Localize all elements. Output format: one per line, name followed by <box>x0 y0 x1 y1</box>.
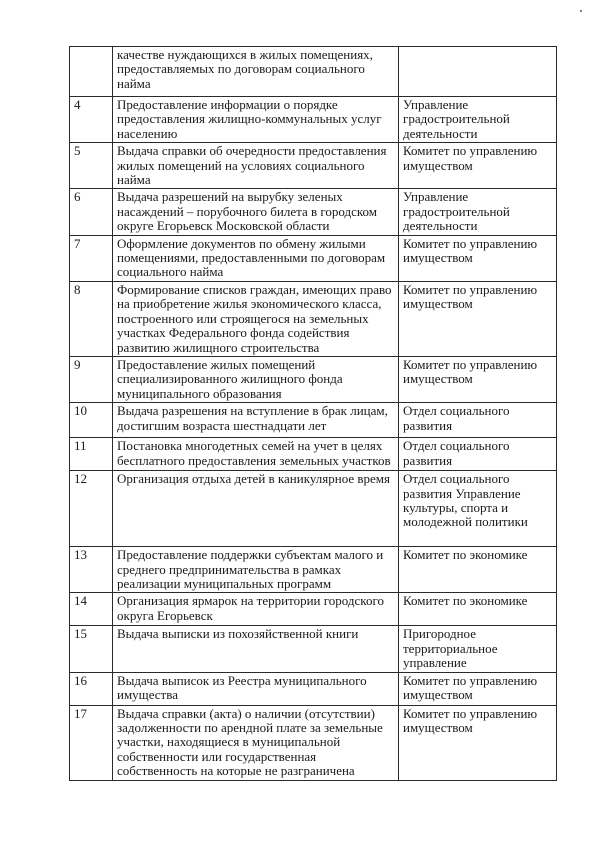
service-name: Выдача разрешения на вступление в брак лицам, достигшим возраста шестнадцати лет <box>113 403 399 438</box>
service-name: Выдача справки об очередности предоставления жилых помещений на условиях социального найма <box>113 143 399 189</box>
row-number: 14 <box>70 593 113 626</box>
row-number: 7 <box>70 235 113 281</box>
row-number: 17 <box>70 705 113 780</box>
row-number <box>70 47 113 97</box>
responsible-department: Комитет по экономике <box>399 547 557 593</box>
scan-dot-mark <box>580 10 582 12</box>
responsible-department: Управление градостроительной деятельности <box>399 97 557 143</box>
row-number: 8 <box>70 281 113 356</box>
row-number: 9 <box>70 356 113 402</box>
service-name: Предоставление поддержки субъектам малого и среднего предпринимательства в рамках реализации муниципальных программ <box>113 547 399 593</box>
table-row <box>70 235 557 281</box>
table-row <box>70 471 557 547</box>
row-number: 6 <box>70 189 113 235</box>
responsible-department: Комитет по управлению имуществом <box>399 281 557 356</box>
row-number: 16 <box>70 672 113 705</box>
service-name: Оформление документов по обмену жилыми помещениями, предоставленными по договорам социального найма <box>113 235 399 281</box>
row-number: 15 <box>70 626 113 672</box>
table-row <box>70 403 557 438</box>
service-name: качестве нуждающихся в жилых помещениях, предоставляемых по договорам социального найма <box>113 47 399 97</box>
services-table <box>69 46 557 781</box>
service-name: Предоставление информации о порядке предоставления жилищно-коммунальных услуг населению <box>113 97 399 143</box>
row-number: 4 <box>70 97 113 143</box>
table-row <box>70 143 557 189</box>
table-row <box>70 356 557 402</box>
table-row <box>70 438 557 471</box>
service-name: Предоставление жилых помещений специализированного жилищного фонда муниципального образования <box>113 356 399 402</box>
table-row <box>70 593 557 626</box>
responsible-department: Комитет по управлению имуществом <box>399 235 557 281</box>
responsible-department: Отдел социального развития Управление культуры, спорта и молодежной политики <box>399 471 557 547</box>
service-name: Выдача разрешений на вырубку зеленых насаждений – порубочного билета в городском округе Егорьевск Московской области <box>113 189 399 235</box>
table-row <box>70 547 557 593</box>
table-row <box>70 705 557 780</box>
responsible-department: Комитет по управлению имуществом <box>399 705 557 780</box>
responsible-department <box>399 47 557 97</box>
service-name: Выдача выписки из похозяйственной книги <box>113 626 399 672</box>
responsible-department: Комитет по экономике <box>399 593 557 626</box>
table-row <box>70 189 557 235</box>
row-number: 10 <box>70 403 113 438</box>
service-name: Выдача справки (акта) о наличии (отсутствии) задолженности по арендной плате за земельные участки, находящиеся в муниципальной собственности или государственная собственность на которые не разграничена <box>113 705 399 780</box>
responsible-department: Комитет по управлению имуществом <box>399 356 557 402</box>
table-row <box>70 626 557 672</box>
responsible-department: Пригородное территориальное управление <box>399 626 557 672</box>
service-name: Выдача выписок из Реестра муниципального имущества <box>113 672 399 705</box>
service-name: Организация ярмарок на территории городского округа Егорьевск <box>113 593 399 626</box>
table-row <box>70 281 557 356</box>
row-number: 13 <box>70 547 113 593</box>
responsible-department: Отдел социального развития <box>399 438 557 471</box>
table-row <box>70 97 557 143</box>
row-number: 12 <box>70 471 113 547</box>
row-number: 11 <box>70 438 113 471</box>
table-row <box>70 672 557 705</box>
table-row <box>70 47 557 97</box>
responsible-department: Управление градостроительной деятельности <box>399 189 557 235</box>
service-name: Формирование списков граждан, имеющих право на приобретение жилья экономического класса, построенного или строящегося на земельных участках Федерального фонда содействия развитию жилищного строительства <box>113 281 399 356</box>
responsible-department: Комитет по управлению имуществом <box>399 672 557 705</box>
responsible-department: Отдел социального развития <box>399 403 557 438</box>
responsible-department: Комитет по управлению имуществом <box>399 143 557 189</box>
row-number: 5 <box>70 143 113 189</box>
service-name: Организация отдыха детей в каникулярное время <box>113 471 399 547</box>
service-name: Постановка многодетных семей на учет в целях бесплатного предоставления земельных участков <box>113 438 399 471</box>
